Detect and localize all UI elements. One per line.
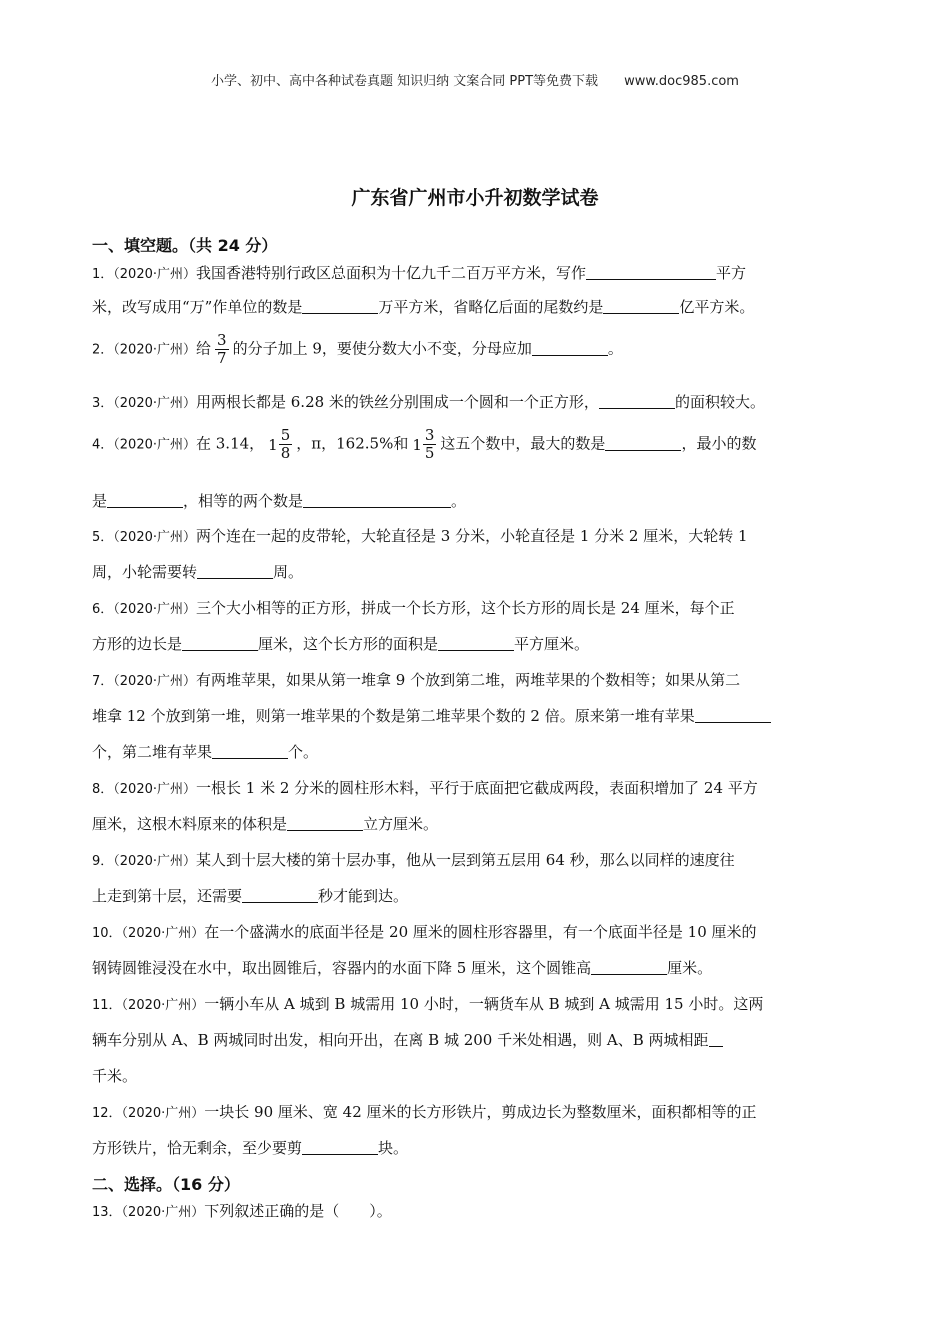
mixed-number: 1 $\frac{3}{5}$	[412, 426, 435, 462]
answer-blank[interactable]	[182, 635, 258, 651]
question-11-line-2: 辆车分别从 A、B 两城同时出发，相向开出，在离 B 城 200 千米处相遇，则 A、B 两城相距	[92, 1029, 723, 1050]
question-7-line-1: 7．（2020·广州）有两堆苹果，如果从第一堆拿 9 个放到第二堆，两堆苹果的个数相等；如果从第二	[92, 671, 741, 689]
answer-blank[interactable]	[197, 563, 273, 579]
answer-blank[interactable]	[302, 298, 378, 314]
question-6-line-2: 方形的边长是 厘米，这个长方形的面积是 平方厘米。	[92, 635, 590, 653]
question-7-line-3: 个，第二堆有苹果 个。	[92, 743, 319, 761]
question-4-line-1: 4．（2020·广州）在 3.14， 1 $\frac{5}{8}$ ，π，162.5%和 1 $\frac{3}{5}$ 这五个数中，最大的数是 ，最小的数	[92, 426, 757, 462]
question-10-line-1: 10．（2020·广州）在一个盛满水的底面半径是 20 厘米的圆柱形容器里，有一个底面半径是 10 厘米的	[92, 923, 757, 941]
question-7-line-2: 堆拿 12 个放到第一堆，则第一堆苹果的个数是第二堆苹果个数的 2 倍。原来第一堆有苹果	[92, 705, 771, 726]
question-1-line-1: 1．（2020·广州）我国香港特别行政区总面积为十亿九千二百万平方米，写作 平方	[92, 264, 747, 282]
question-13: 13．（2020·广州）下列叙述正确的是（ ）。	[92, 1202, 392, 1220]
answer-blank[interactable]	[242, 887, 318, 903]
section-heading-choice: 二、选择。（16 分）	[92, 1175, 240, 1194]
answer-blank[interactable]	[212, 743, 288, 759]
answer-blank[interactable]	[287, 815, 363, 831]
answer-blank[interactable]	[591, 959, 667, 975]
page-header	[0, 70, 950, 89]
answer-blank[interactable]	[605, 435, 681, 451]
fraction: $\frac{3}{7}$	[217, 331, 227, 367]
answer-blank[interactable]	[599, 393, 675, 409]
question-8-line-2: 厘米，这根木料原来的体积是 立方厘米。	[92, 815, 439, 833]
mixed-number: 1 $\frac{5}{8}$	[268, 426, 291, 462]
question-8-line-1: 8．（2020·广州）一根长 1 米 2 分米的圆柱形木料，平行于底面把它截成两段，表面积增加了 24 平方	[92, 779, 758, 797]
question-4-line-2: 是 ，相等的两个数是 。	[92, 492, 467, 510]
question-2: 2．（2020·广州）给 $\frac{3}{7}$ 的分子加上 9，要使分数大小不变，分母应加 。	[92, 331, 623, 367]
question-6-line-1: 6．（2020·广州）三个大小相等的正方形，拼成一个长方形，这个长方形的周长是 24 厘米，每个正	[92, 599, 735, 617]
header-text: 小学、初中、高中各种试卷真题 知识归纳 文案合同 PPT等免费下载	[211, 74, 599, 89]
question-12-line-1: 12．（2020·广州）一块长 90 厘米、宽 42 厘米的长方形铁片，剪成边长为整数厘米，面积都相等的正	[92, 1103, 757, 1121]
page-title: 广东省广州市小升初数学试卷	[351, 187, 599, 209]
answer-blank[interactable]	[107, 492, 183, 508]
question-1-line-2: 米，改写成用“万”作单位的数是 万平方米，省略亿后面的尾数约是 亿平方米。	[92, 298, 755, 316]
answer-blank[interactable]	[302, 1139, 378, 1155]
question-9-line-2: 上走到第十层，还需要 秒才能到达。	[92, 887, 409, 905]
answer-blank[interactable]	[709, 1031, 723, 1047]
answer-blank[interactable]	[586, 264, 716, 280]
answer-blank[interactable]	[438, 635, 514, 651]
answer-blank[interactable]	[532, 340, 608, 356]
question-12-line-2: 方形铁片，恰无剩余，至少要剪 块。	[92, 1139, 409, 1157]
answer-blank[interactable]	[303, 492, 451, 508]
question-9-line-1: 9．（2020·广州）某人到十层大楼的第十层办事，他从一层到第五层用 64 秒，那么以同样的速度往	[92, 851, 735, 869]
question-5-line-1: 5．（2020·广州）两个连在一起的皮带轮，大轮直径是 3 分米，小轮直径是 1 分米 2 厘米，大轮转 1	[92, 527, 748, 545]
answer-blank[interactable]	[695, 707, 771, 723]
question-10-line-2: 钢铸圆锥浸没在水中，取出圆锥后，容器内的水面下降 5 厘米，这个圆锥高 厘米。	[92, 959, 713, 977]
question-11-line-1: 11．（2020·广州）一辆小车从 A 城到 B 城需用 10 小时，一辆货车从 B 城到 A 城需用 15 小时。这两	[92, 995, 764, 1013]
header-site: www.doc985.com	[624, 74, 739, 89]
section-heading-fill-blank: 一、填空题。（共 24 分）	[92, 236, 278, 255]
question-3: 3．（2020·广州）用两根长都是 6.28 米的铁丝分别围成一个圆和一个正方形， 的面积较大。	[92, 393, 765, 411]
question-11-line-3: 千米。	[92, 1067, 138, 1085]
answer-blank[interactable]	[603, 298, 679, 314]
question-5-line-2: 周，小轮需要转 周。	[92, 563, 304, 581]
